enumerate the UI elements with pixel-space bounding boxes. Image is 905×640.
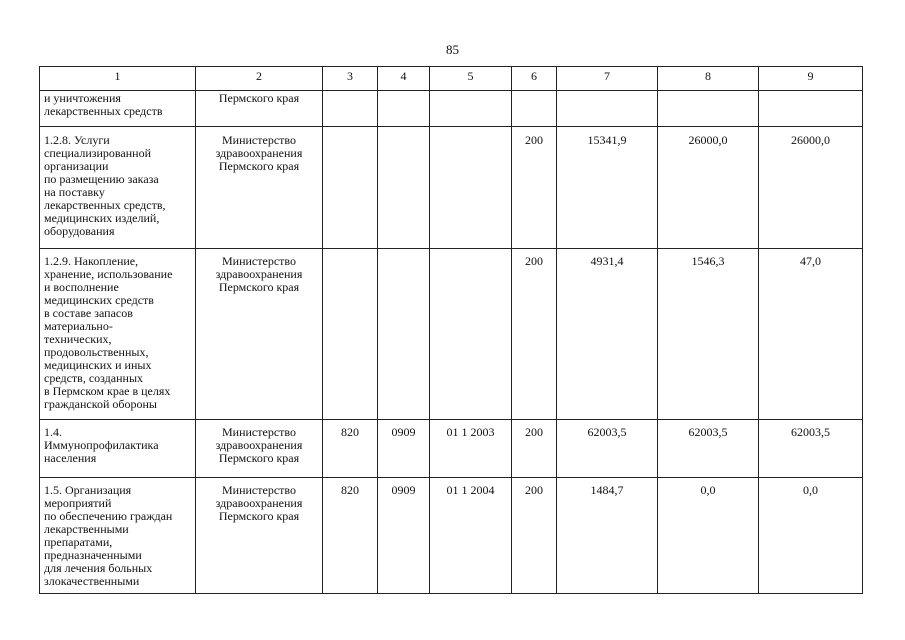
row-value-cell [323,91,378,127]
row-value-cell [759,91,863,127]
row-admin-cell: Министерство здравоохранения Пермского края [196,127,323,249]
row-value-cell: 62003,5 [658,420,759,478]
row-value-cell: 15341,9 [557,127,658,249]
row-value-cell: 0909 [378,420,430,478]
row-name-cell: 1.5. Организация мероприятий по обеспечению граждан лекарственными препаратами, предназначенными для лечения больных злокачественными [40,478,196,594]
row-name-cell: 1.2.9. Накопление, хранение, использование и восполнение медицинских средств в составе запасов материально- технических, продовольственных, медицинских и иных средств, созданных в Пермском крае в целях гражданской обороны [40,249,196,420]
column-header: 5 [430,67,512,91]
row-value-cell [378,127,430,249]
row-value-cell: 01 1 2004 [430,478,512,594]
row-admin-cell: Министерство здравоохранения Пермского края [196,249,323,420]
row-value-cell: 0,0 [658,478,759,594]
row-value-cell [378,91,430,127]
column-header: 8 [658,67,759,91]
table-row [40,91,863,127]
row-value-cell: 62003,5 [557,420,658,478]
column-header: 7 [557,67,658,91]
table-row [40,478,863,594]
row-value-cell [557,91,658,127]
row-admin-cell: Министерство здравоохранения Пермского края [196,478,323,594]
row-value-cell: 62003,5 [759,420,863,478]
row-name-cell: 1.2.8. Услуги специализированной организации по размещению заказа на поставку лекарственных средств, медицинских изделий, оборудования [40,127,196,249]
row-value-cell: 0,0 [759,478,863,594]
row-value-cell: 26000,0 [759,127,863,249]
page-number: 85 [446,42,459,57]
row-value-cell: 47,0 [759,249,863,420]
budget-table [39,66,863,594]
column-header: 4 [378,67,430,91]
row-value-cell [323,127,378,249]
row-value-cell [323,249,378,420]
row-value-cell [430,249,512,420]
row-value-cell: 4931,4 [557,249,658,420]
column-header: 1 [40,67,196,91]
row-value-cell: 820 [323,478,378,594]
row-value-cell [512,91,557,127]
row-admin-cell: Министерство здравоохранения Пермского края [196,420,323,478]
column-header: 9 [759,67,863,91]
row-value-cell: 01 1 2003 [430,420,512,478]
row-value-cell: 200 [512,249,557,420]
column-header: 6 [512,67,557,91]
row-value-cell: 200 [512,127,557,249]
column-header: 2 [196,67,323,91]
row-name-cell: и уничтожения лекарственных средств [40,91,196,127]
table-row [40,420,863,478]
row-value-cell: 200 [512,478,557,594]
row-value-cell: 26000,0 [658,127,759,249]
row-value-cell [658,91,759,127]
row-admin-cell: Пермского края [196,91,323,127]
table-row [40,249,863,420]
row-value-cell: 0909 [378,478,430,594]
row-value-cell: 200 [512,420,557,478]
table-header-row [40,67,863,91]
row-value-cell [430,91,512,127]
row-value-cell [378,249,430,420]
row-value-cell: 820 [323,420,378,478]
row-value-cell [430,127,512,249]
row-value-cell: 1484,7 [557,478,658,594]
column-header: 3 [323,67,378,91]
row-name-cell: 1.4. Иммунопрофилактика населения [40,420,196,478]
table-row [40,127,863,249]
row-value-cell: 1546,3 [658,249,759,420]
